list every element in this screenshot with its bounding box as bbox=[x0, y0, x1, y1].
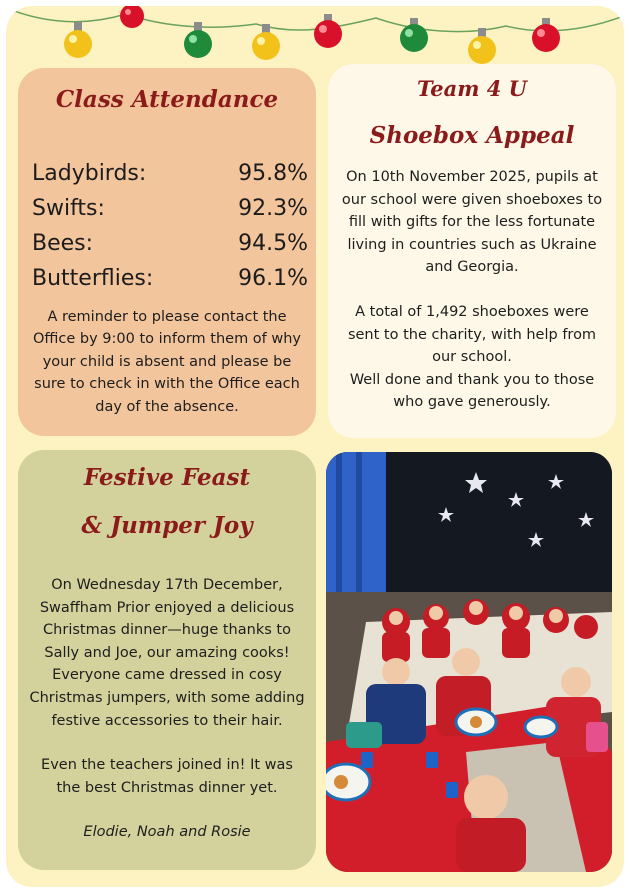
bulb-icon bbox=[468, 28, 496, 64]
feast-title-line2: & Jumper Joy bbox=[81, 512, 253, 539]
feast-paragraph: Even the teachers joined in! It was the best Christmas dinner yet. bbox=[41, 757, 293, 796]
bulb-icon bbox=[120, 6, 144, 28]
feast-paragraph: On Wednesday 17th December, Swaffham Prior enjoyed a delicious Christmas dinner—huge thanks to Sally and Joe, our amazing cooks! Everyone came dressed in cosy Christmas jumpers, with some adding festive accessories to their hair. bbox=[29, 577, 305, 729]
festive-feast-card bbox=[18, 450, 316, 870]
attendance-row bbox=[32, 261, 308, 296]
bulb-icon bbox=[314, 14, 342, 48]
attendance-list bbox=[32, 156, 308, 296]
attendance-row bbox=[32, 226, 308, 261]
class-name: Ladybirds: bbox=[32, 161, 147, 186]
shoebox-paragraph: A total of 1,492 shoeboxes were sent to the charity, with help from our school. bbox=[347, 303, 597, 366]
class-name: Bees: bbox=[32, 231, 94, 256]
attendance-value: 95.8% bbox=[238, 161, 308, 186]
feast-title-line1: Festive Feast bbox=[83, 464, 251, 491]
bulb-icon bbox=[400, 18, 428, 52]
shoebox-paragraph: Well done and thank you to those who gave generously. bbox=[349, 371, 595, 411]
bulb-icon bbox=[64, 22, 92, 58]
attendance-value: 94.5% bbox=[238, 231, 308, 256]
absence-reminder: A reminder to please contact the Office by 9:00 to inform them of why your child is absent and please be sure to check in with the Office each day of the absence. bbox=[32, 309, 302, 415]
bulb-icon bbox=[252, 24, 280, 60]
class-name: Butterflies: bbox=[32, 266, 154, 291]
shoebox-title-line1: Team 4 U bbox=[417, 76, 527, 101]
attendance-title: Class Attendance bbox=[55, 86, 279, 113]
feast-signature: Elodie, Noah and Rosie bbox=[83, 824, 251, 841]
class-attendance-card bbox=[18, 68, 316, 436]
shoebox-appeal-card bbox=[328, 64, 616, 438]
attendance-value: 96.1% bbox=[238, 266, 308, 291]
shoebox-body bbox=[340, 166, 604, 414]
christmas-dinner-photo bbox=[326, 452, 612, 872]
dinner-hall-illustration bbox=[326, 452, 612, 872]
shoebox-title-line2: Shoebox Appeal bbox=[369, 122, 575, 149]
shoebox-paragraph: On 10th November 2025, pupils at our school were given shoeboxes to fill with gifts for the less fortunate living in countries such as Ukraine and Georgia. bbox=[341, 169, 603, 276]
class-name: Swifts: bbox=[32, 196, 105, 221]
bulb-icon bbox=[532, 18, 560, 52]
attendance-row bbox=[32, 191, 308, 226]
feast-body bbox=[28, 574, 306, 844]
attendance-value: 92.3% bbox=[238, 196, 308, 221]
attendance-row bbox=[32, 156, 308, 191]
newsletter-page bbox=[6, 6, 624, 887]
